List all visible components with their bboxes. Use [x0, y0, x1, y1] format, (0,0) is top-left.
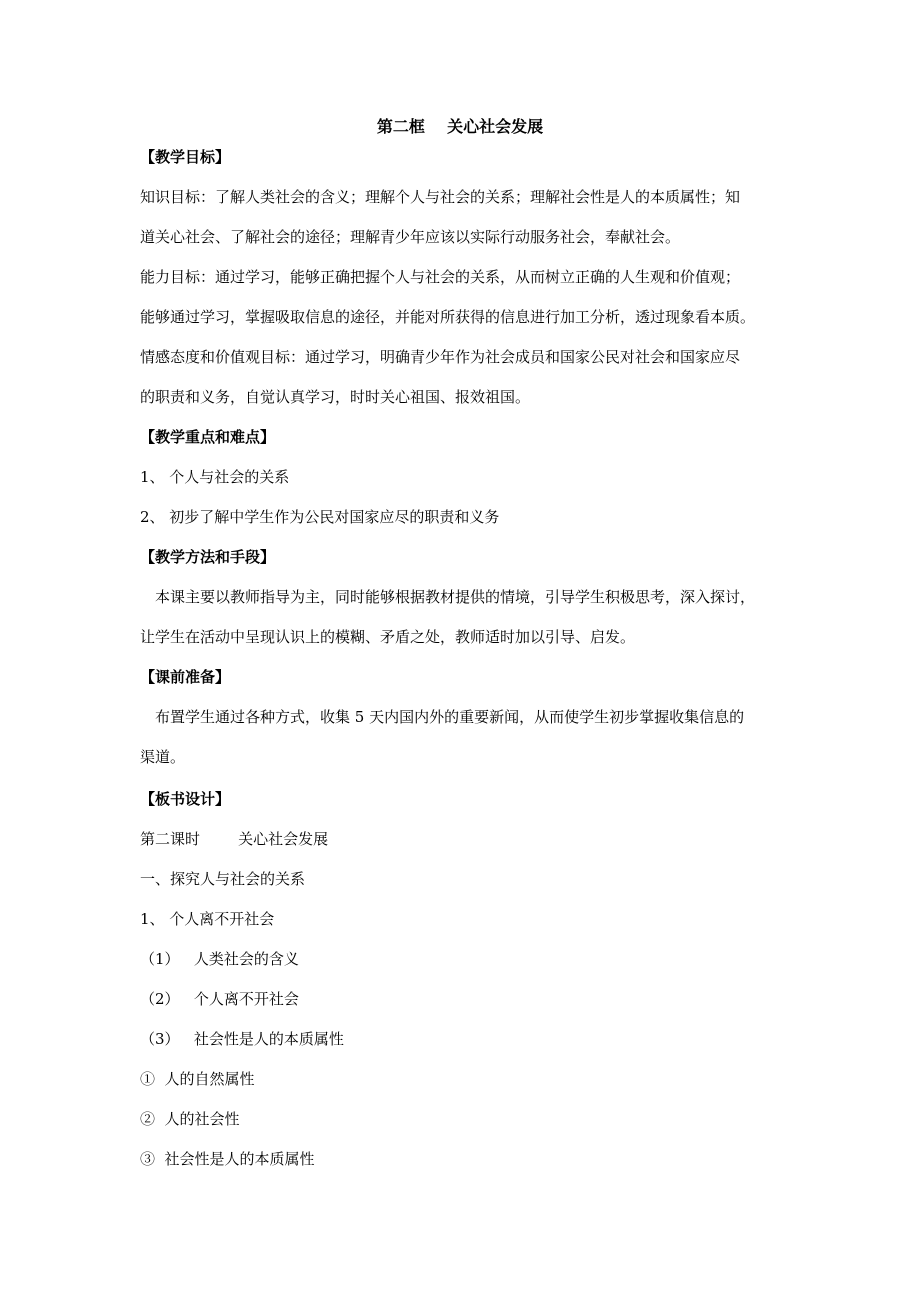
body-line: 能力目标：通过学习，能够正确把握个人与社会的关系，从而树立正确的人生观和价值观； [140, 268, 741, 286]
body-line: 能够通过学习，掌握吸取信息的途径，并能对所获得的信息进行加工分析，透过现象看本质。 [140, 308, 756, 326]
body-line: 本课主要以教师指导为主，同时能够根据教材提供的情境，引导学生积极思考，深入探讨， [155, 588, 756, 606]
board-line: （1） 人类社会的含义 [140, 950, 299, 968]
board-line: 一、探究人与社会的关系 [140, 870, 306, 888]
body-line: 情感态度和价值观目标：通过学习，明确青少年作为社会成员和国家公民对社会和国家应尽 [140, 348, 741, 366]
board-line: 第二课时 关心社会发展 [140, 830, 329, 848]
section-heading-board-design: 【板书设计】 [140, 790, 231, 808]
board-line: 1、 个人离不开社会 [140, 910, 275, 928]
board-line: （3） 社会性是人的本质属性 [140, 1030, 344, 1048]
list-item: 1、 个人与社会的关系 [140, 468, 290, 486]
body-line: 知识目标：了解人类社会的含义；理解个人与社会的关系；理解社会性是人的本质属性；知 [140, 188, 741, 206]
section-heading-objectives: 【教学目标】 [140, 148, 231, 166]
document-title: 第二框 关心社会发展 [376, 117, 544, 136]
body-line: 渠道。 [140, 748, 186, 766]
section-heading-methods: 【教学方法和手段】 [140, 548, 276, 566]
board-line: ① 人的自然属性 [140, 1070, 255, 1088]
body-line: 布置学生通过各种方式，收集 5 天内国内外的重要新闻，从而使学生初步掌握收集信息的 [155, 708, 745, 726]
section-heading-preparation: 【课前准备】 [140, 668, 231, 686]
board-line: （2） 个人离不开社会 [140, 990, 299, 1008]
body-line: 道关心社会、了解社会的途径；理解青少年应该以实际行动服务社会，奉献社会。 [140, 228, 681, 246]
board-line: ② 人的社会性 [140, 1110, 240, 1128]
section-heading-key-points: 【教学重点和难点】 [140, 428, 276, 446]
list-item: 2、 初步了解中学生作为公民对国家应尽的职责和义务 [140, 508, 500, 526]
board-line: ③ 社会性是人的本质属性 [140, 1150, 315, 1168]
body-line: 让学生在活动中呈现认识上的模糊、矛盾之处，教师适时加以引导、启发。 [140, 628, 636, 646]
body-line: 的职责和义务，自觉认真学习，时时关心祖国、报效祖国。 [140, 388, 531, 406]
